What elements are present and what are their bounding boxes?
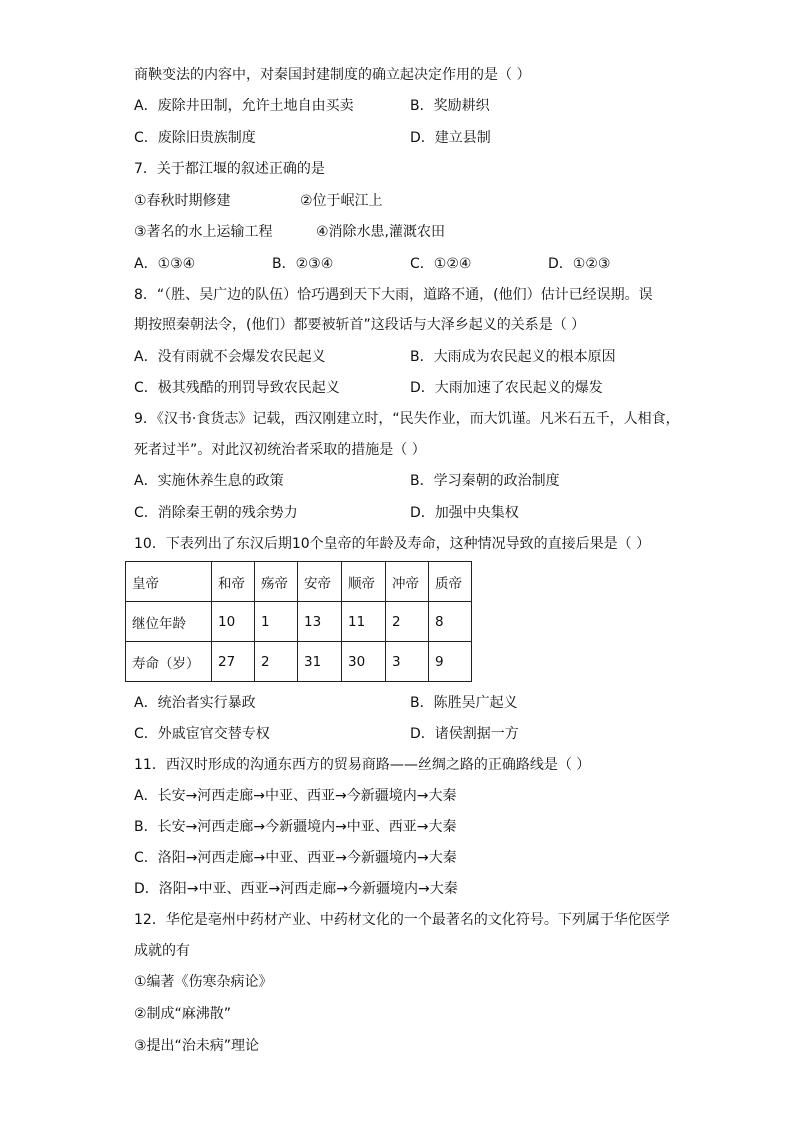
q8-option-d: D．大雨加速了农民起义的爆发 xyxy=(410,380,603,396)
q8-stem-line1: 8．“（胜、吴广边的队伍）恰巧遇到天下大雨，道路不通，(他们）估计已经误期。误 xyxy=(134,287,653,303)
q6-option-c: C．废除旧贵族制度 xyxy=(134,130,256,146)
table-cell: 8 xyxy=(429,602,472,642)
q7-option-d: D．①②③ xyxy=(548,256,611,272)
table-row xyxy=(126,642,472,682)
q10-option-b: B．陈胜吴广起义 xyxy=(410,695,518,711)
q12-item-1: ①编著《伤寒杂病论》 xyxy=(134,974,273,990)
q9-option-c: C．消除秦王朝的残余势力 xyxy=(134,505,298,521)
q7-option-a: A．①③④ xyxy=(134,256,196,272)
q9-stem-line1: 9．《汉书·食货志》记载，西汉刚建立时，“民失作业，而大饥谨。凡米石五千，人相食， xyxy=(134,411,680,427)
q6-option-b: B．奖励耕织 xyxy=(410,98,490,114)
q11-stem: 11．西汉时形成的沟通东西方的贸易商路——丝绸之路的正确路线是（ ） xyxy=(134,757,591,773)
q12-stem-line2: 成就的有 xyxy=(134,943,190,959)
q9-option-a: A．实施休养生息的政策 xyxy=(134,473,284,489)
table-cell: 皇帝 xyxy=(126,562,212,602)
q7-item-2: ②位于岷江上 xyxy=(300,193,383,209)
q7-option-b: B．②③④ xyxy=(272,256,334,272)
q6-stem: 商鞅变法的内容中，对秦国封建制度的确立起决定作用的是（ ） xyxy=(134,67,531,83)
table-cell: 27 xyxy=(212,642,255,682)
table-cell: 11 xyxy=(342,602,386,642)
q12-item-2: ②制成“麻沸散” xyxy=(134,1006,232,1022)
q6-option-d: D．建立县制 xyxy=(410,130,491,146)
q10-option-a: A．统治者实行暴政 xyxy=(134,695,256,711)
table-cell: 31 xyxy=(298,642,342,682)
q10-option-c: C．外戚宦官交替专权 xyxy=(134,726,270,742)
table-cell: 30 xyxy=(342,642,386,682)
table-row xyxy=(126,602,472,642)
q7-option-c: C．①②④ xyxy=(410,256,472,272)
q9-option-b: B．学习秦朝的政治制度 xyxy=(410,473,560,489)
table-cell: 3 xyxy=(386,642,429,682)
emperor-age-table xyxy=(125,561,472,682)
table-cell: 1 xyxy=(255,602,298,642)
q8-option-b: B．大雨成为农民起义的根本原因 xyxy=(410,349,616,365)
q11-option-c: C．洛阳→河西走廊→中亚、西亚→今新疆境内→大秦 xyxy=(134,850,457,866)
table-cell: 和帝 xyxy=(212,562,255,602)
table-row xyxy=(126,562,472,602)
q7-stem: 7．关于都江堰的叙述正确的是 xyxy=(134,161,325,177)
q9-option-d: D．加强中央集权 xyxy=(410,505,519,521)
q7-item-4: ④消除水患,灌溉农田 xyxy=(316,224,446,240)
q11-option-d: D．洛阳→中亚、西亚→河西走廊→今新疆境内→大秦 xyxy=(134,881,458,897)
table-cell: 9 xyxy=(429,642,472,682)
table-cell: 安帝 xyxy=(298,562,342,602)
q11-option-a: A．长安→河西走廊→中亚、西亚→今新疆境内→大秦 xyxy=(134,788,457,804)
q10-option-d: D．诸侯割据一方 xyxy=(410,726,519,742)
table-cell: 殇帝 xyxy=(255,562,298,602)
table-cell: 继位年龄 xyxy=(126,602,212,642)
table-cell: 2 xyxy=(386,602,429,642)
q10-stem: 10．下表列出了东汉后期10个皇帝的年龄及寿命，这种情况导致的直接后果是（ ） xyxy=(134,536,651,552)
table-cell: 10 xyxy=(212,602,255,642)
table-cell: 2 xyxy=(255,642,298,682)
table-cell: 顺帝 xyxy=(342,562,386,602)
table-cell: 寿命（岁） xyxy=(126,642,212,682)
q9-stem-line2: 死者过半”。对此汉初统治者采取的措施是（ ） xyxy=(134,442,426,458)
table-cell: 13 xyxy=(298,602,342,642)
q8-option-c: C．极其残酷的刑罚导致农民起义 xyxy=(134,380,340,396)
q12-item-3: ③提出“治未病”理论 xyxy=(134,1038,260,1054)
q7-item-3: ③著名的水上运输工程 xyxy=(134,224,273,240)
q6-option-a: A．废除井田制，允许土地自由买卖 xyxy=(134,98,354,114)
table-cell: 质帝 xyxy=(429,562,472,602)
q8-option-a: A．没有雨就不会爆发农民起义 xyxy=(134,349,326,365)
q12-stem-line1: 12．华佗是亳州中药材产业、中药材文化的一个最著名的文化符号。下列属于华佗医学 xyxy=(134,912,670,928)
q8-stem-line2: 期按照秦朝法令，(他们）都要被斩首”这段话与大泽乡起义的关系是（ ） xyxy=(134,317,586,333)
q11-option-b: B．长安→河西走廊→今新疆境内→中亚、西亚→大秦 xyxy=(134,819,457,835)
q7-item-1: ①春秋时期修建 xyxy=(134,193,231,209)
table-cell: 冲帝 xyxy=(386,562,429,602)
